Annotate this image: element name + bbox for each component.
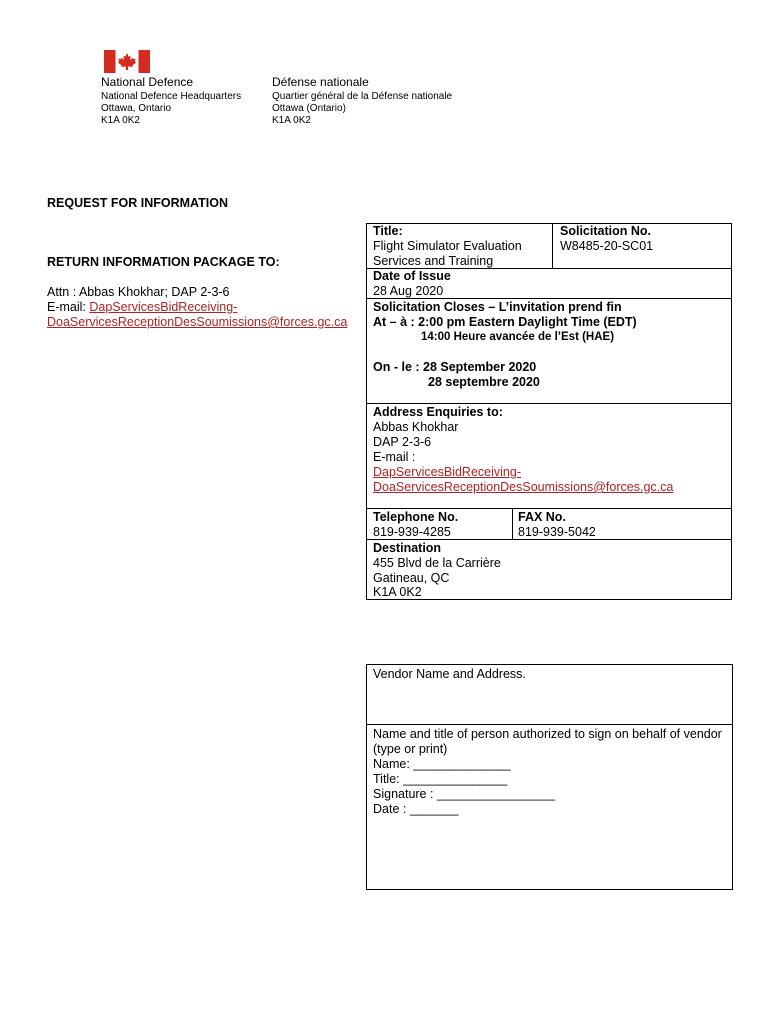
enquiries-email-link-part2[interactable]: DoaServicesReceptionDesSoumissions@forces.gc.ca	[373, 480, 674, 494]
vendor-name-field[interactable]: Name: ______________	[373, 757, 511, 771]
authorized-person-label: Name and title of person authorized to sign on behalf of vendor	[373, 727, 722, 741]
city-en: Ottawa, Ontario	[101, 103, 172, 114]
department-name-fr: Défense nationale	[272, 75, 369, 89]
divider	[366, 724, 733, 725]
enquiries-label: Address Enquiries to:	[373, 405, 503, 419]
vendor-name-address-label: Vendor Name and Address.	[373, 667, 526, 681]
destination-line2: Gatineau, QC	[373, 571, 450, 585]
email-link-part2[interactable]: DoaServicesReceptionDesSoumissions@forces.gc.ca	[47, 315, 348, 329]
phone-label: Telephone No.	[373, 510, 459, 524]
email-link-part1[interactable]: DapServicesBidReceiving-	[89, 300, 238, 314]
vendor-date-field[interactable]: Date : _______	[373, 802, 459, 816]
divider	[366, 403, 732, 404]
email-line	[47, 300, 237, 315]
authorized-person-hint: (type or print)	[373, 742, 448, 756]
closes-label: Solicitation Closes – L’invitation prend fin	[373, 300, 622, 314]
issue-date-value: 28 Aug 2020	[373, 284, 444, 298]
hq-name-en: National Defence Headquarters	[101, 91, 242, 102]
city-fr: Ottawa (Ontario)	[272, 103, 346, 114]
closes-date-fr: 28 septembre 2020	[428, 375, 540, 389]
closes-time-en: At – à : 2:00 pm Eastern Daylight Time (EDT)	[373, 315, 637, 329]
canada-flag-icon	[104, 50, 150, 73]
vendor-signature-field[interactable]: Signature : _________________	[373, 787, 556, 801]
postal-fr: K1A 0K2	[272, 115, 311, 126]
closes-time-fr: 14:00 Heure avancée de l’Est (HAE)	[421, 331, 615, 343]
destination-line3: K1A 0K2	[373, 585, 422, 599]
destination-line1: 455 Blvd de la Carrière	[373, 556, 501, 570]
department-name-en: National Defence	[101, 75, 194, 89]
divider	[512, 508, 513, 540]
vendor-title-field[interactable]: Title: _______________	[373, 772, 508, 786]
page-title: REQUEST FOR INFORMATION	[47, 196, 229, 210]
postal-en: K1A 0K2	[101, 115, 140, 126]
fax-value: 819-939-5042	[518, 525, 596, 539]
divider	[552, 223, 553, 269]
email-label: E-mail:	[47, 300, 90, 314]
fax-label: FAX No.	[518, 510, 566, 524]
solicitation-label: Solicitation No.	[560, 224, 651, 238]
hq-name-fr: Quartier général de la Défense nationale	[272, 91, 453, 102]
attn-line: Attn : Abbas Khokhar; DAP 2-3-6	[47, 285, 230, 299]
enquiries-email-label: E-mail :	[373, 450, 416, 464]
enquiries-email-link-part1[interactable]: DapServicesBidReceiving-	[373, 465, 521, 479]
title-label: Title:	[373, 224, 403, 238]
title-value-line2: Services and Training	[373, 254, 494, 268]
return-heading: RETURN INFORMATION PACKAGE TO:	[47, 255, 280, 269]
divider	[366, 508, 732, 509]
phone-value: 819-939-4285	[373, 525, 451, 539]
closes-date-en: On - le : 28 September 2020	[373, 360, 537, 374]
enquiries-name: Abbas Khokhar	[373, 420, 459, 434]
destination-label: Destination	[373, 541, 442, 555]
title-value-line1: Flight Simulator Evaluation	[373, 239, 522, 253]
solicitation-value: W8485-20-SC01	[560, 239, 654, 253]
enquiries-dept: DAP 2-3-6	[373, 435, 432, 449]
issue-date-label: Date of Issue	[373, 269, 451, 283]
